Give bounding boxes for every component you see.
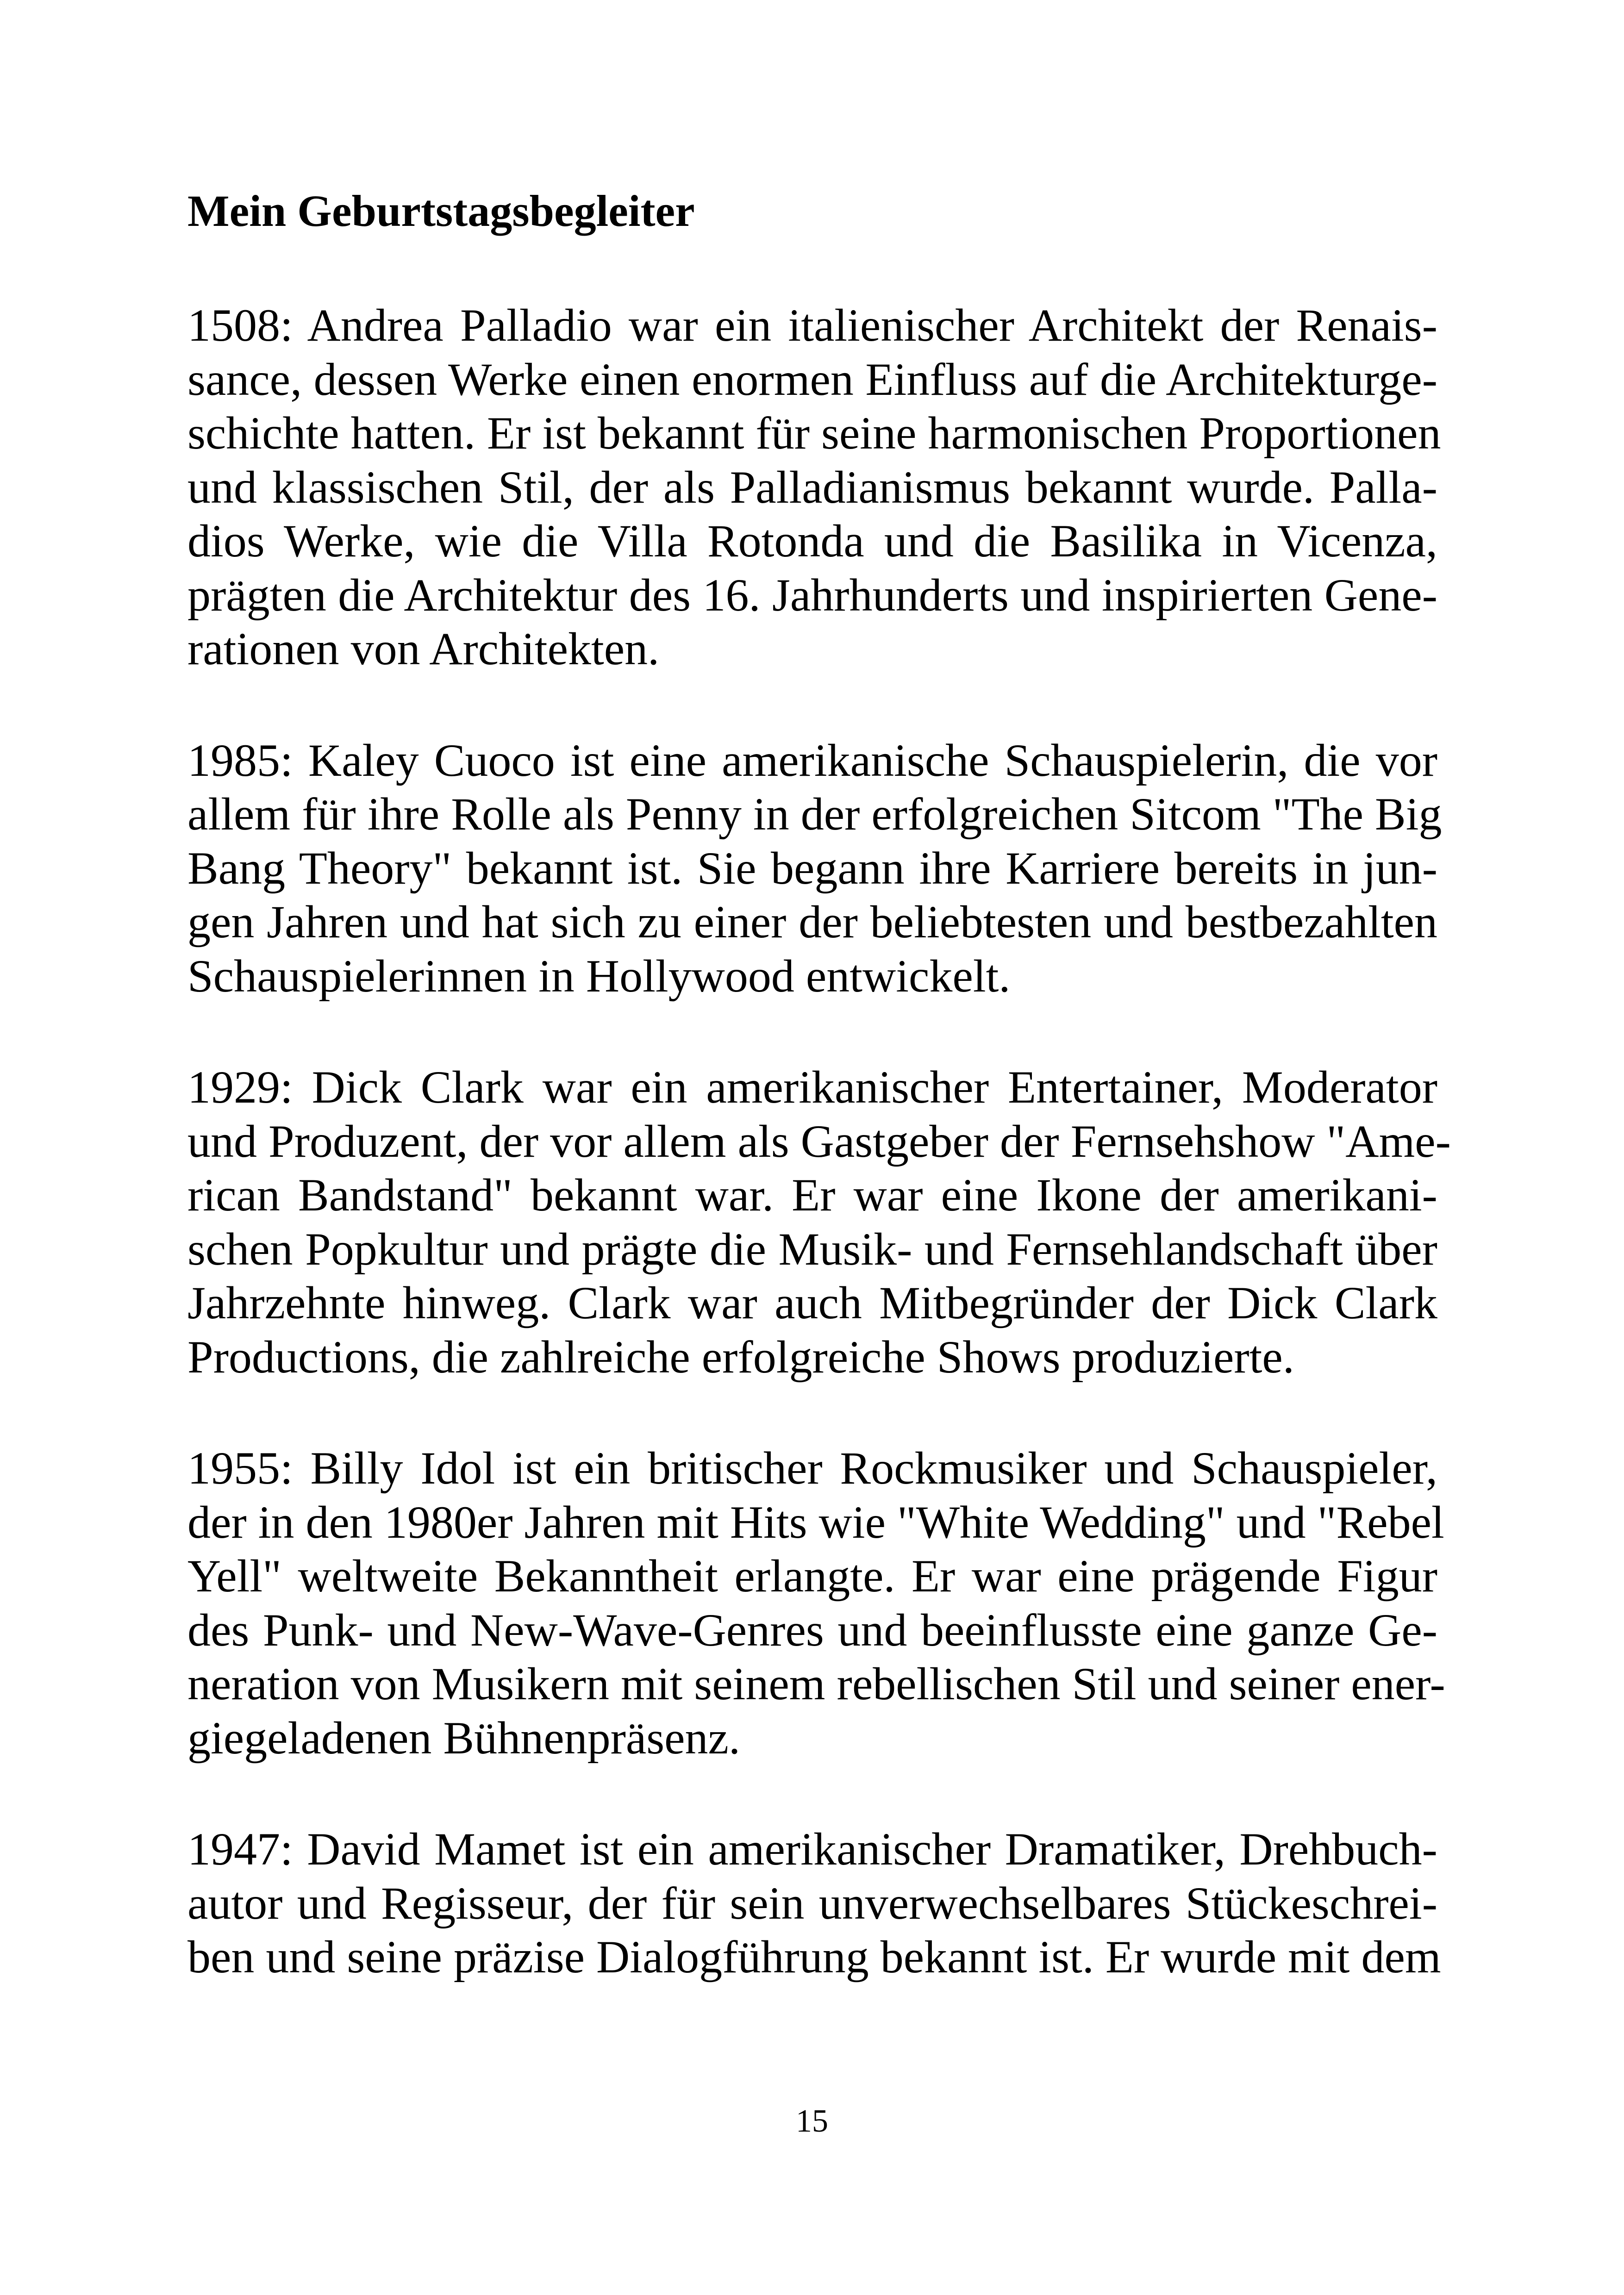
text-line: Bang Theory" bekannt ist. Sie begann ihre Karriere bereits in jun- bbox=[187, 842, 1437, 894]
text-line: Jahrzehnte hinweg. Clark war auch Mitbegründer der Dick Clark bbox=[187, 1277, 1437, 1328]
text-line: schichte hatten. Er ist bekannt für seine harmonischen Proportionen bbox=[187, 407, 1441, 459]
text-line: 1985: Kaley Cuoco ist eine amerikanische Schauspielerin, die vor bbox=[187, 734, 1437, 786]
text-line: sance, dessen Werke einen enormen Einfluss auf die Architekturge- bbox=[187, 353, 1437, 405]
entry-1947 bbox=[187, 1822, 1441, 1984]
text-line: prägten die Architektur des 16. Jahrhunderts und inspirierten Gene- bbox=[187, 569, 1437, 621]
text-line: dios Werke, wie die Villa Rotonda und die Basilika in Vicenza, bbox=[187, 515, 1437, 567]
text-line: giegeladenen Bühnenpräsenz. bbox=[187, 1712, 740, 1764]
text-line: allem für ihre Rolle als Penny in der erfolgreichen Sitcom "The Big bbox=[187, 788, 1442, 840]
text-line: 1947: David Mamet ist ein amerikanischer Dramatiker, Drehbuch- bbox=[187, 1823, 1437, 1875]
text-line: Yell" weltweite Bekanntheit erlangte. Er war eine prägende Figur bbox=[187, 1550, 1437, 1602]
text-line: 1929: Dick Clark war ein amerikanischer Entertainer, Moderator bbox=[187, 1061, 1437, 1113]
page-number: 15 bbox=[796, 2103, 828, 2139]
entry-1508 bbox=[187, 299, 1441, 676]
text-line: und klassischen Stil, der als Palladianismus bekannt wurde. Palla- bbox=[187, 461, 1437, 513]
text-line: rican Bandstand" bekannt war. Er war eine Ikone der amerikani- bbox=[187, 1169, 1437, 1221]
text-line: schen Popkultur und prägte die Musik- und Fernsehlandschaft über bbox=[187, 1223, 1437, 1275]
text-line: rationen von Architekten. bbox=[187, 623, 660, 674]
text-line: Schauspielerinnen in Hollywood entwickelt. bbox=[187, 950, 1011, 1002]
text-line: und Produzent, der vor allem als Gastgeber der Fernsehshow "Ame- bbox=[187, 1115, 1451, 1167]
text-line: neration von Musikern mit seinem rebellischen Stil und seiner ener- bbox=[187, 1658, 1445, 1709]
text-line: Productions, die zahlreiche erfolgreiche Shows produzierte. bbox=[187, 1331, 1294, 1383]
text-line: des Punk- und New-Wave-Genres und beeinflusste eine ganze Ge- bbox=[187, 1604, 1437, 1656]
page-title: Mein Geburtstagsbegleiter bbox=[187, 186, 695, 236]
entry-1929 bbox=[187, 1060, 1451, 1384]
text-line: autor und Regisseur, der für sein unverwechselbares Stückeschrei- bbox=[187, 1877, 1437, 1929]
text-line: der in den 1980er Jahren mit Hits wie "White Wedding" und "Rebel bbox=[187, 1496, 1444, 1548]
text-line: ben und seine präzise Dialogführung bekannt ist. Er wurde mit dem bbox=[187, 1931, 1441, 1983]
text-line: gen Jahren und hat sich zu einer der beliebtesten und bestbezahlten bbox=[187, 896, 1437, 948]
document-body bbox=[187, 183, 1451, 2042]
text-line: 1955: Billy Idol ist ein britischer Rockmusiker und Schauspieler, bbox=[187, 1442, 1437, 1494]
entry-1985 bbox=[187, 734, 1442, 1004]
entry-1955 bbox=[187, 1441, 1445, 1765]
text-line: 1508: Andrea Palladio war ein italienischer Architekt der Renais- bbox=[187, 299, 1437, 351]
